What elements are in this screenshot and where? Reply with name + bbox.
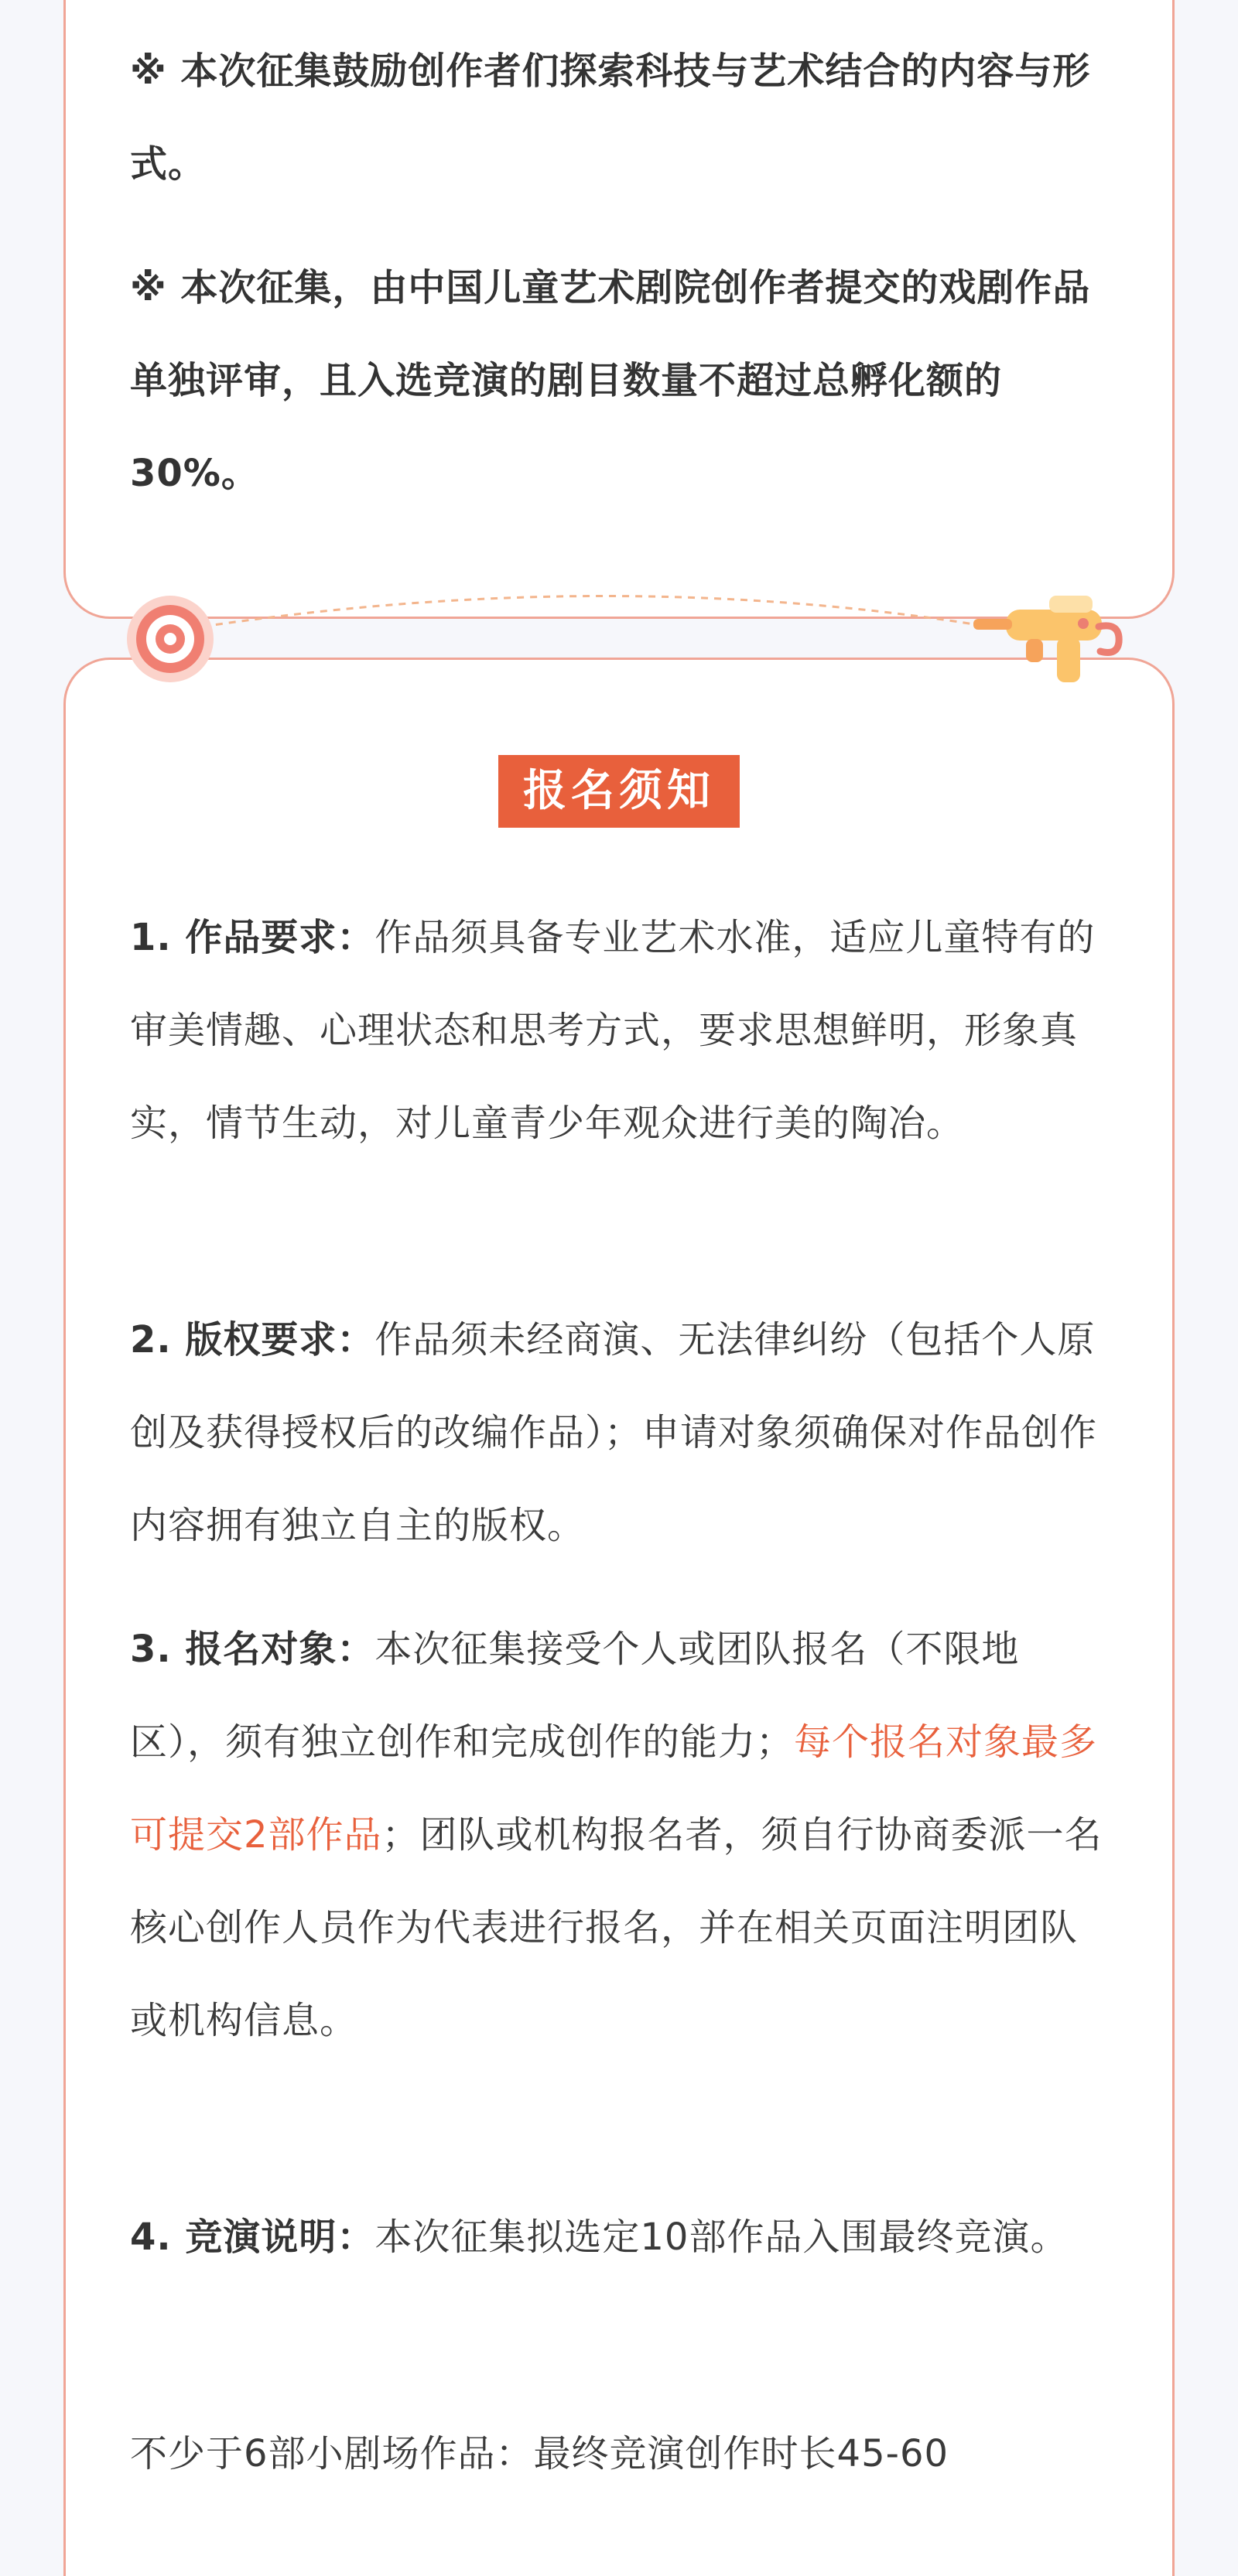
item-text: 作品须未经商演、无法律纠纷（包括个人原创及获得授权后的改编作品）；申请对象须确保对作品创作内容拥有独立自主的版权。 bbox=[130, 1318, 1098, 1547]
item-highlight: 每个报名对象最多可提交2部作品 bbox=[130, 1720, 1098, 1857]
note-tech-art bbox=[130, 25, 1114, 210]
item-applicants bbox=[130, 1603, 1114, 2067]
item-label: 3. 报名对象： bbox=[130, 1628, 375, 1671]
note-cnchildren-theatre bbox=[130, 241, 1114, 520]
dashed-line bbox=[203, 596, 998, 628]
item-work-requirements bbox=[130, 891, 1114, 1170]
section-title: 报名须知 bbox=[498, 755, 740, 828]
note-mark: ※ bbox=[130, 266, 167, 309]
target-icon bbox=[127, 596, 214, 682]
item-text: 本次征集拟选定10部作品入围最终竞演。 bbox=[374, 2216, 1069, 2259]
item-copyright-requirements bbox=[130, 1293, 1114, 1572]
water-gun-icon bbox=[973, 596, 1119, 682]
item-competition-notes bbox=[130, 2191, 1114, 2284]
item-label: 4. 竞演说明： bbox=[130, 2216, 375, 2259]
item-text: ；团队或机构报名者，须自行协商委派一名核心创作人员作为代表进行报名，并在相关页面注明团队或机构信息。 bbox=[130, 1813, 1103, 2042]
item-text: 本次征集接受个人或团队报名（不限地区），须有独立创作和完成创作的能力； bbox=[130, 1628, 1020, 1764]
note-text: 本次征集，由中国儿童艺术剧院创作者提交的戏剧作品单独评审，且入选竞演的剧目数量不超过总孵化额的30%。 bbox=[130, 266, 1091, 495]
card-connector bbox=[0, 572, 1238, 696]
item-text: 作品须具备专业艺术水准，适应儿童特有的审美情趣、心理状态和思考方式，要求思想鲜明，形象真实，情节生动，对儿童青少年观众进行美的陶冶。 bbox=[130, 916, 1096, 1145]
note-text: 本次征集鼓励创作者们探索科技与艺术结合的内容与形式。 bbox=[130, 50, 1091, 186]
item-label: 1. 作品要求： bbox=[130, 916, 375, 959]
note-mark: ※ bbox=[130, 50, 167, 93]
item-label: 2. 版权要求： bbox=[130, 1318, 375, 1361]
trailing-text: 不少于6部小剧场作品：最终竞演创作时长45-60 bbox=[130, 2432, 949, 2475]
